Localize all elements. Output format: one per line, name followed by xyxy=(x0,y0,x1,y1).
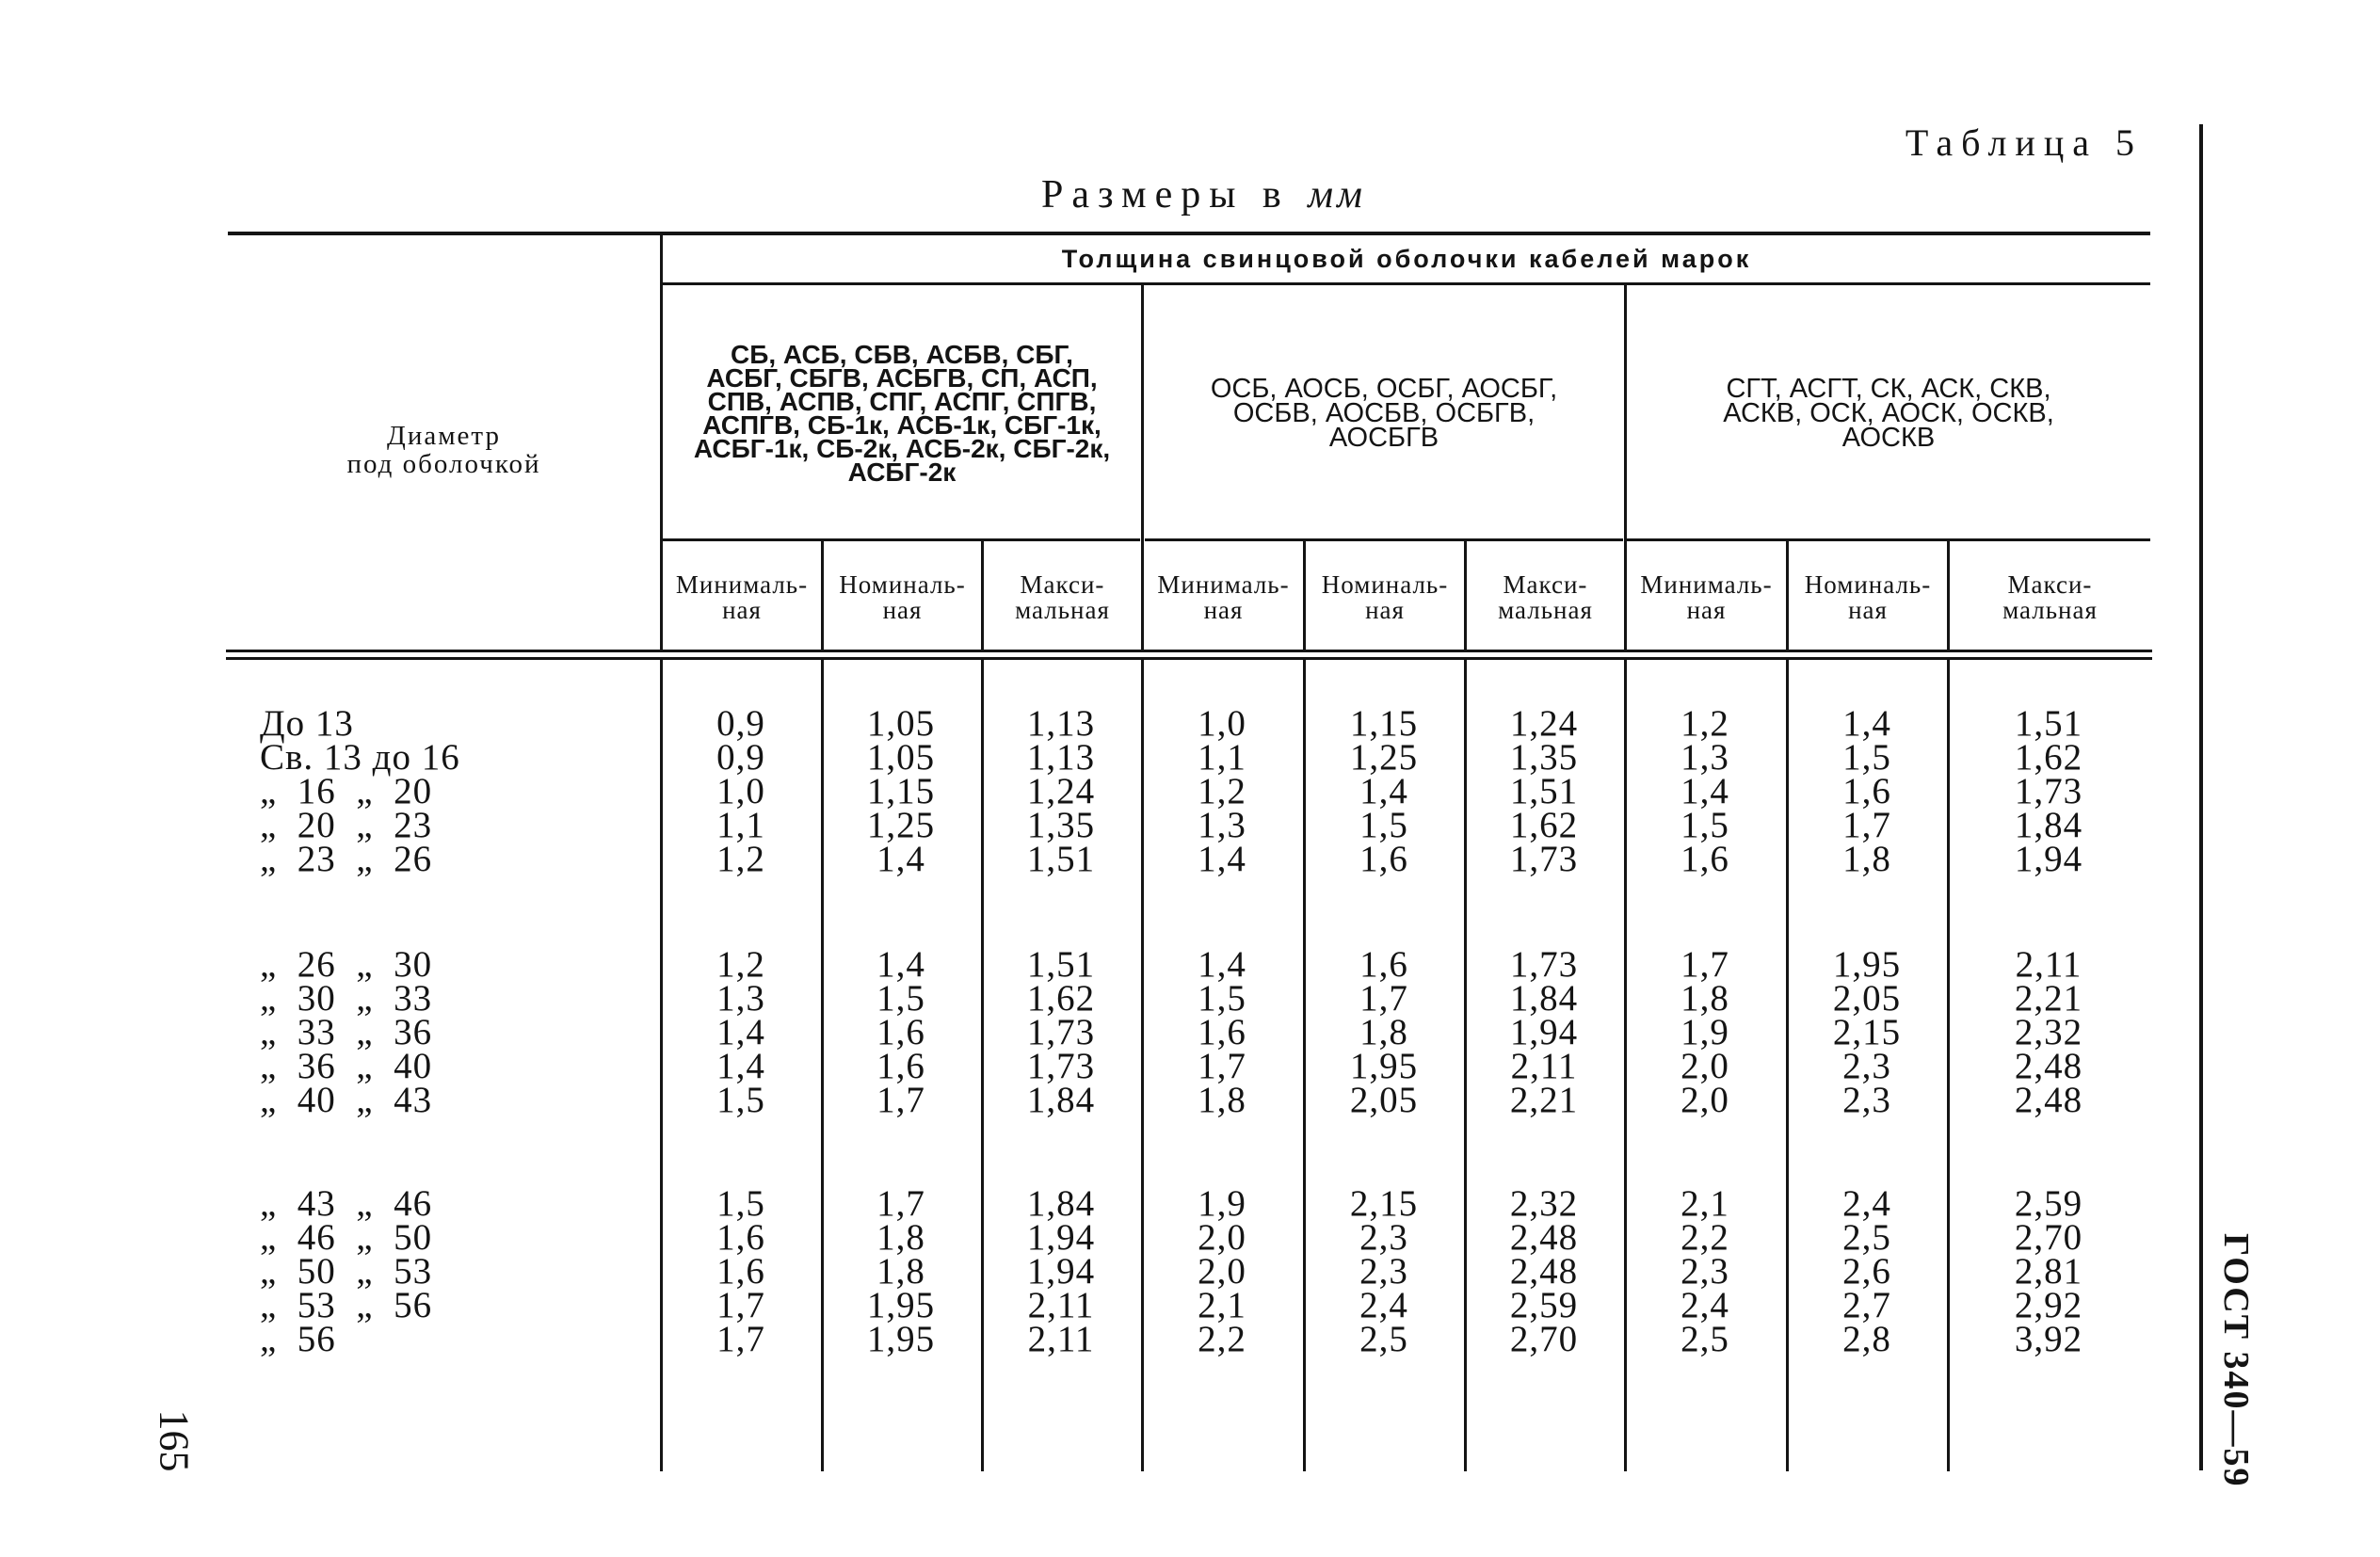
value-cell: 1,84 xyxy=(1509,978,1579,1019)
value-cell: 2,5 xyxy=(1842,1217,1891,1258)
value-cell: 2,5 xyxy=(1359,1319,1408,1359)
value-cell: 2,3 xyxy=(1842,1046,1891,1086)
value-cell: 1,7 xyxy=(716,1319,765,1359)
value-cell: 1,73 xyxy=(1026,1012,1096,1052)
value-cell: 1,5 xyxy=(716,1080,765,1120)
value-cell: 1,13 xyxy=(1026,737,1096,778)
value-cell: 1,51 xyxy=(1026,839,1096,879)
value-cell: 1,94 xyxy=(1026,1217,1096,1258)
diameter-cell: „ 46 „ 50 xyxy=(260,1217,433,1258)
subheader-nom-3: Номиналь- ная xyxy=(1804,570,1932,624)
value-cell: 2,11 xyxy=(1027,1285,1095,1325)
units-caption xyxy=(1041,172,1366,217)
value-cell: 1,5 xyxy=(1198,978,1246,1019)
value-cell: 3,92 xyxy=(2014,1319,2083,1359)
subheader-nom-1: Номиналь- ная xyxy=(839,570,966,624)
value-cell: 2,3 xyxy=(1359,1251,1408,1292)
subheader-min-3: Минималь- ная xyxy=(1640,570,1773,624)
value-cell: 1,6 xyxy=(1359,944,1408,985)
value-cell: 1,2 xyxy=(1680,703,1729,744)
value-cell: 1,51 xyxy=(1026,944,1096,985)
value-cell: 1,62 xyxy=(1026,978,1096,1019)
value-cell: 2,5 xyxy=(1680,1319,1729,1359)
value-cell: 2,0 xyxy=(1198,1251,1246,1292)
value-cell: 2,48 xyxy=(1509,1251,1579,1292)
stub-header-line: Диаметр xyxy=(387,421,501,451)
value-cell: 1,6 xyxy=(1842,771,1891,811)
value-cell: 1,51 xyxy=(2014,703,2083,744)
diameter-cell: „ 26 „ 30 xyxy=(260,944,433,985)
value-cell: 2,21 xyxy=(2014,978,2083,1019)
value-cell: 2,92 xyxy=(2014,1285,2083,1325)
main-header: Толщина свинцовой оболочки кабелей марок xyxy=(1061,245,1752,273)
value-cell: 1,94 xyxy=(2014,839,2083,879)
value-cell: 1,84 xyxy=(1026,1183,1096,1224)
value-cell: 1,6 xyxy=(1680,839,1729,879)
value-cell: 1,8 xyxy=(876,1251,925,1292)
group-header-line: АСБГ-1к, СБ-2к, АСБ-2к, СБГ-2к, xyxy=(693,434,1111,463)
value-cell: 1,95 xyxy=(1349,1046,1419,1086)
value-cell: 1,62 xyxy=(2014,737,2083,778)
value-cell: 1,5 xyxy=(1680,805,1729,845)
value-cell: 0,9 xyxy=(716,703,765,744)
group-header-line: АОСКВ xyxy=(1841,423,1936,453)
diameter-cell: „ 43 „ 46 xyxy=(260,1183,433,1224)
value-cell: 1,6 xyxy=(716,1251,765,1292)
gost-side-label: ГОСТ 340—59 xyxy=(2216,1233,2256,1488)
stub-header-line: под оболочкой xyxy=(346,449,541,479)
value-cell: 2,4 xyxy=(1680,1285,1729,1325)
value-cell: 1,95 xyxy=(1832,944,1902,985)
value-cell: 1,13 xyxy=(1026,703,1096,744)
value-cell: 1,8 xyxy=(1680,978,1729,1019)
value-cell: 2,70 xyxy=(2014,1217,2083,1258)
value-cell: 1,4 xyxy=(876,839,925,879)
value-cell: 2,3 xyxy=(1680,1251,1729,1292)
value-cell: 1,51 xyxy=(1509,771,1579,811)
value-cell: 1,05 xyxy=(866,703,936,744)
value-cell: 2,32 xyxy=(1509,1183,1579,1224)
value-cell: 1,5 xyxy=(876,978,925,1019)
value-cell: 1,24 xyxy=(1509,703,1579,744)
value-cell: 1,73 xyxy=(1509,944,1579,985)
group-header-2 xyxy=(1144,288,1624,538)
value-cell: 1,94 xyxy=(1509,1012,1579,1052)
subheader-min-2: Минималь- ная xyxy=(1157,570,1290,624)
value-cell: 2,05 xyxy=(1832,978,1902,1019)
value-cell: 1,05 xyxy=(866,737,936,778)
group-header-line: ОСБ, АОСБ, ОСБГ, АОСБГ, xyxy=(1210,374,1558,404)
value-cell: 1,6 xyxy=(1198,1012,1246,1052)
value-cell: 2,4 xyxy=(1842,1183,1891,1224)
value-cell: 2,1 xyxy=(1198,1285,1246,1325)
value-cell: 1,2 xyxy=(716,839,765,879)
value-cell: 1,4 xyxy=(876,944,925,985)
value-cell: 1,15 xyxy=(1349,703,1419,744)
subheader-max-1: Макси- мальная xyxy=(1015,570,1110,624)
value-cell: 1,3 xyxy=(1680,737,1729,778)
value-cell: 2,70 xyxy=(1509,1319,1579,1359)
diameter-cell: „ 33 „ 36 xyxy=(260,1012,433,1052)
subheader-max-2: Макси- мальная xyxy=(1498,570,1593,624)
group-header-line: АСБГ-2к xyxy=(847,457,957,487)
units-unit: мм xyxy=(1308,173,1366,217)
value-cell: 2,48 xyxy=(2014,1046,2083,1086)
value-cell: 1,9 xyxy=(1198,1183,1246,1224)
value-cell: 1,8 xyxy=(1842,839,1891,879)
value-cell: 2,15 xyxy=(1349,1183,1419,1224)
value-cell: 1,4 xyxy=(1198,839,1246,879)
value-cell: 1,6 xyxy=(876,1012,925,1052)
value-cell: 1,7 xyxy=(876,1183,925,1224)
value-cell: 1,25 xyxy=(1349,737,1419,778)
value-cell: 2,11 xyxy=(1510,1046,1578,1086)
value-cell: 1,7 xyxy=(1680,944,1729,985)
group-header-line: СГТ, АСГТ, СК, АСК, СКВ, xyxy=(1726,374,2051,404)
value-cell: 2,0 xyxy=(1198,1217,1246,1258)
value-cell: 1,84 xyxy=(2014,805,2083,845)
value-cell: 2,6 xyxy=(1842,1251,1891,1292)
units-prefix: Размеры в xyxy=(1041,173,1290,217)
page-number: 165 xyxy=(151,1409,198,1472)
group-header-line: АСБГ, СБГВ, АСБГВ, СП, АСП, xyxy=(706,363,1098,393)
value-cell: 2,0 xyxy=(1680,1080,1729,1120)
value-cell: 1,24 xyxy=(1026,771,1096,811)
value-cell: 1,4 xyxy=(1680,771,1729,811)
value-cell: 2,48 xyxy=(1509,1217,1579,1258)
diameter-cell: „ 20 „ 23 xyxy=(260,805,433,845)
value-cell: 2,2 xyxy=(1680,1217,1729,1258)
value-cell: 1,6 xyxy=(876,1046,925,1086)
value-cell: 1,2 xyxy=(716,944,765,985)
value-cell: 1,8 xyxy=(1198,1080,1246,1120)
diameter-cell: „ 53 „ 56 xyxy=(260,1285,433,1325)
value-cell: 0,9 xyxy=(716,737,765,778)
group-header-line: АОСБГВ xyxy=(1328,423,1439,453)
value-cell: 2,3 xyxy=(1359,1217,1408,1258)
diameter-cell: До 13 xyxy=(260,703,354,744)
subheader-nom-2: Номиналь- ная xyxy=(1321,570,1449,624)
value-cell: 2,81 xyxy=(2014,1251,2083,1292)
value-cell: 2,11 xyxy=(1027,1319,1095,1359)
value-cell: 1,1 xyxy=(1198,737,1246,778)
group-header-line: СБ, АСБ, СБВ, АСБВ, СБГ, xyxy=(731,340,1073,369)
value-cell: 1,84 xyxy=(1026,1080,1096,1120)
value-cell: 1,0 xyxy=(716,771,765,811)
value-cell: 1,4 xyxy=(1842,703,1891,744)
group-header-line: СПВ, АСПВ, СПГ, АСПГ, СПГВ, xyxy=(707,387,1097,416)
value-cell: 1,4 xyxy=(1198,944,1246,985)
stub-header xyxy=(228,422,660,478)
value-cell: 1,3 xyxy=(1198,805,1246,845)
value-cell: 1,35 xyxy=(1026,805,1096,845)
table-number: Таблица 5 xyxy=(1905,121,2143,164)
group-header-1 xyxy=(663,288,1141,538)
value-cell: 2,0 xyxy=(1680,1046,1729,1086)
diameter-cell: „ 50 „ 53 xyxy=(260,1251,433,1292)
value-cell: 1,5 xyxy=(1842,737,1891,778)
value-cell: 1,4 xyxy=(716,1046,765,1086)
value-cell: 1,4 xyxy=(716,1012,765,1052)
subheader-min-1: Минималь- ная xyxy=(675,570,809,624)
value-cell: 1,9 xyxy=(1680,1012,1729,1052)
value-cell: 1,62 xyxy=(1509,805,1579,845)
value-cell: 1,8 xyxy=(1359,1012,1408,1052)
value-cell: 1,73 xyxy=(1026,1046,1096,1086)
value-cell: 2,48 xyxy=(2014,1080,2083,1120)
value-cell: 1,1 xyxy=(716,805,765,845)
value-cell: 2,21 xyxy=(1509,1080,1579,1120)
value-cell: 1,5 xyxy=(716,1183,765,1224)
value-cell: 1,8 xyxy=(876,1217,925,1258)
diameter-cell: „ 30 „ 33 xyxy=(260,978,433,1019)
value-cell: 1,95 xyxy=(866,1285,936,1325)
diameter-cell: Св. 13 до 16 xyxy=(260,737,460,778)
value-cell: 1,4 xyxy=(1359,771,1408,811)
value-cell: 1,2 xyxy=(1198,771,1246,811)
value-cell: 1,15 xyxy=(866,771,936,811)
value-cell: 1,6 xyxy=(716,1217,765,1258)
value-cell: 1,7 xyxy=(1198,1046,1246,1086)
group-header-line: ОСБВ, АОСБВ, ОСБГВ, xyxy=(1232,398,1536,428)
value-cell: 1,95 xyxy=(866,1319,936,1359)
diameter-cell: „ 16 „ 20 xyxy=(260,771,433,811)
value-cell: 1,94 xyxy=(1026,1251,1096,1292)
value-cell: 1,73 xyxy=(2014,771,2083,811)
value-cell: 1,0 xyxy=(1198,703,1246,744)
diameter-cell: „ 36 „ 40 xyxy=(260,1046,433,1086)
value-cell: 1,35 xyxy=(1509,737,1579,778)
value-cell: 2,05 xyxy=(1349,1080,1419,1120)
value-cell: 2,8 xyxy=(1842,1319,1891,1359)
value-cell: 1,3 xyxy=(716,978,765,1019)
value-cell: 1,73 xyxy=(1509,839,1579,879)
value-cell: 2,59 xyxy=(2014,1183,2083,1224)
value-cell: 1,7 xyxy=(876,1080,925,1120)
diameter-cell: „ 23 „ 26 xyxy=(260,839,433,879)
value-cell: 2,15 xyxy=(1832,1012,1902,1052)
group-header-line: АСКВ, ОСК, АОСК, ОСКВ, xyxy=(1723,398,2054,428)
value-cell: 2,3 xyxy=(1842,1080,1891,1120)
value-cell: 1,7 xyxy=(1359,978,1408,1019)
value-cell: 1,5 xyxy=(1359,805,1408,845)
group-header-3 xyxy=(1627,288,2150,538)
value-cell: 2,2 xyxy=(1198,1319,1246,1359)
value-cell: 1,25 xyxy=(866,805,936,845)
value-cell: 2,1 xyxy=(1680,1183,1729,1224)
subheader-max-3: Макси- мальная xyxy=(2002,570,2098,624)
value-cell: 1,7 xyxy=(716,1285,765,1325)
value-cell: 2,4 xyxy=(1359,1285,1408,1325)
value-cell: 2,7 xyxy=(1842,1285,1891,1325)
value-cell: 2,32 xyxy=(2014,1012,2083,1052)
value-cell: 2,59 xyxy=(1509,1285,1579,1325)
value-cell: 1,6 xyxy=(1359,839,1408,879)
value-cell: 1,7 xyxy=(1842,805,1891,845)
value-cell: 2,11 xyxy=(2015,944,2082,985)
diameter-cell: „ 40 „ 43 xyxy=(260,1080,433,1120)
diameter-cell: „ 56 xyxy=(260,1319,336,1359)
group-header-line: АСПГВ, СБ-1к, АСБ-1к, СБГ-1к, xyxy=(702,410,1102,440)
